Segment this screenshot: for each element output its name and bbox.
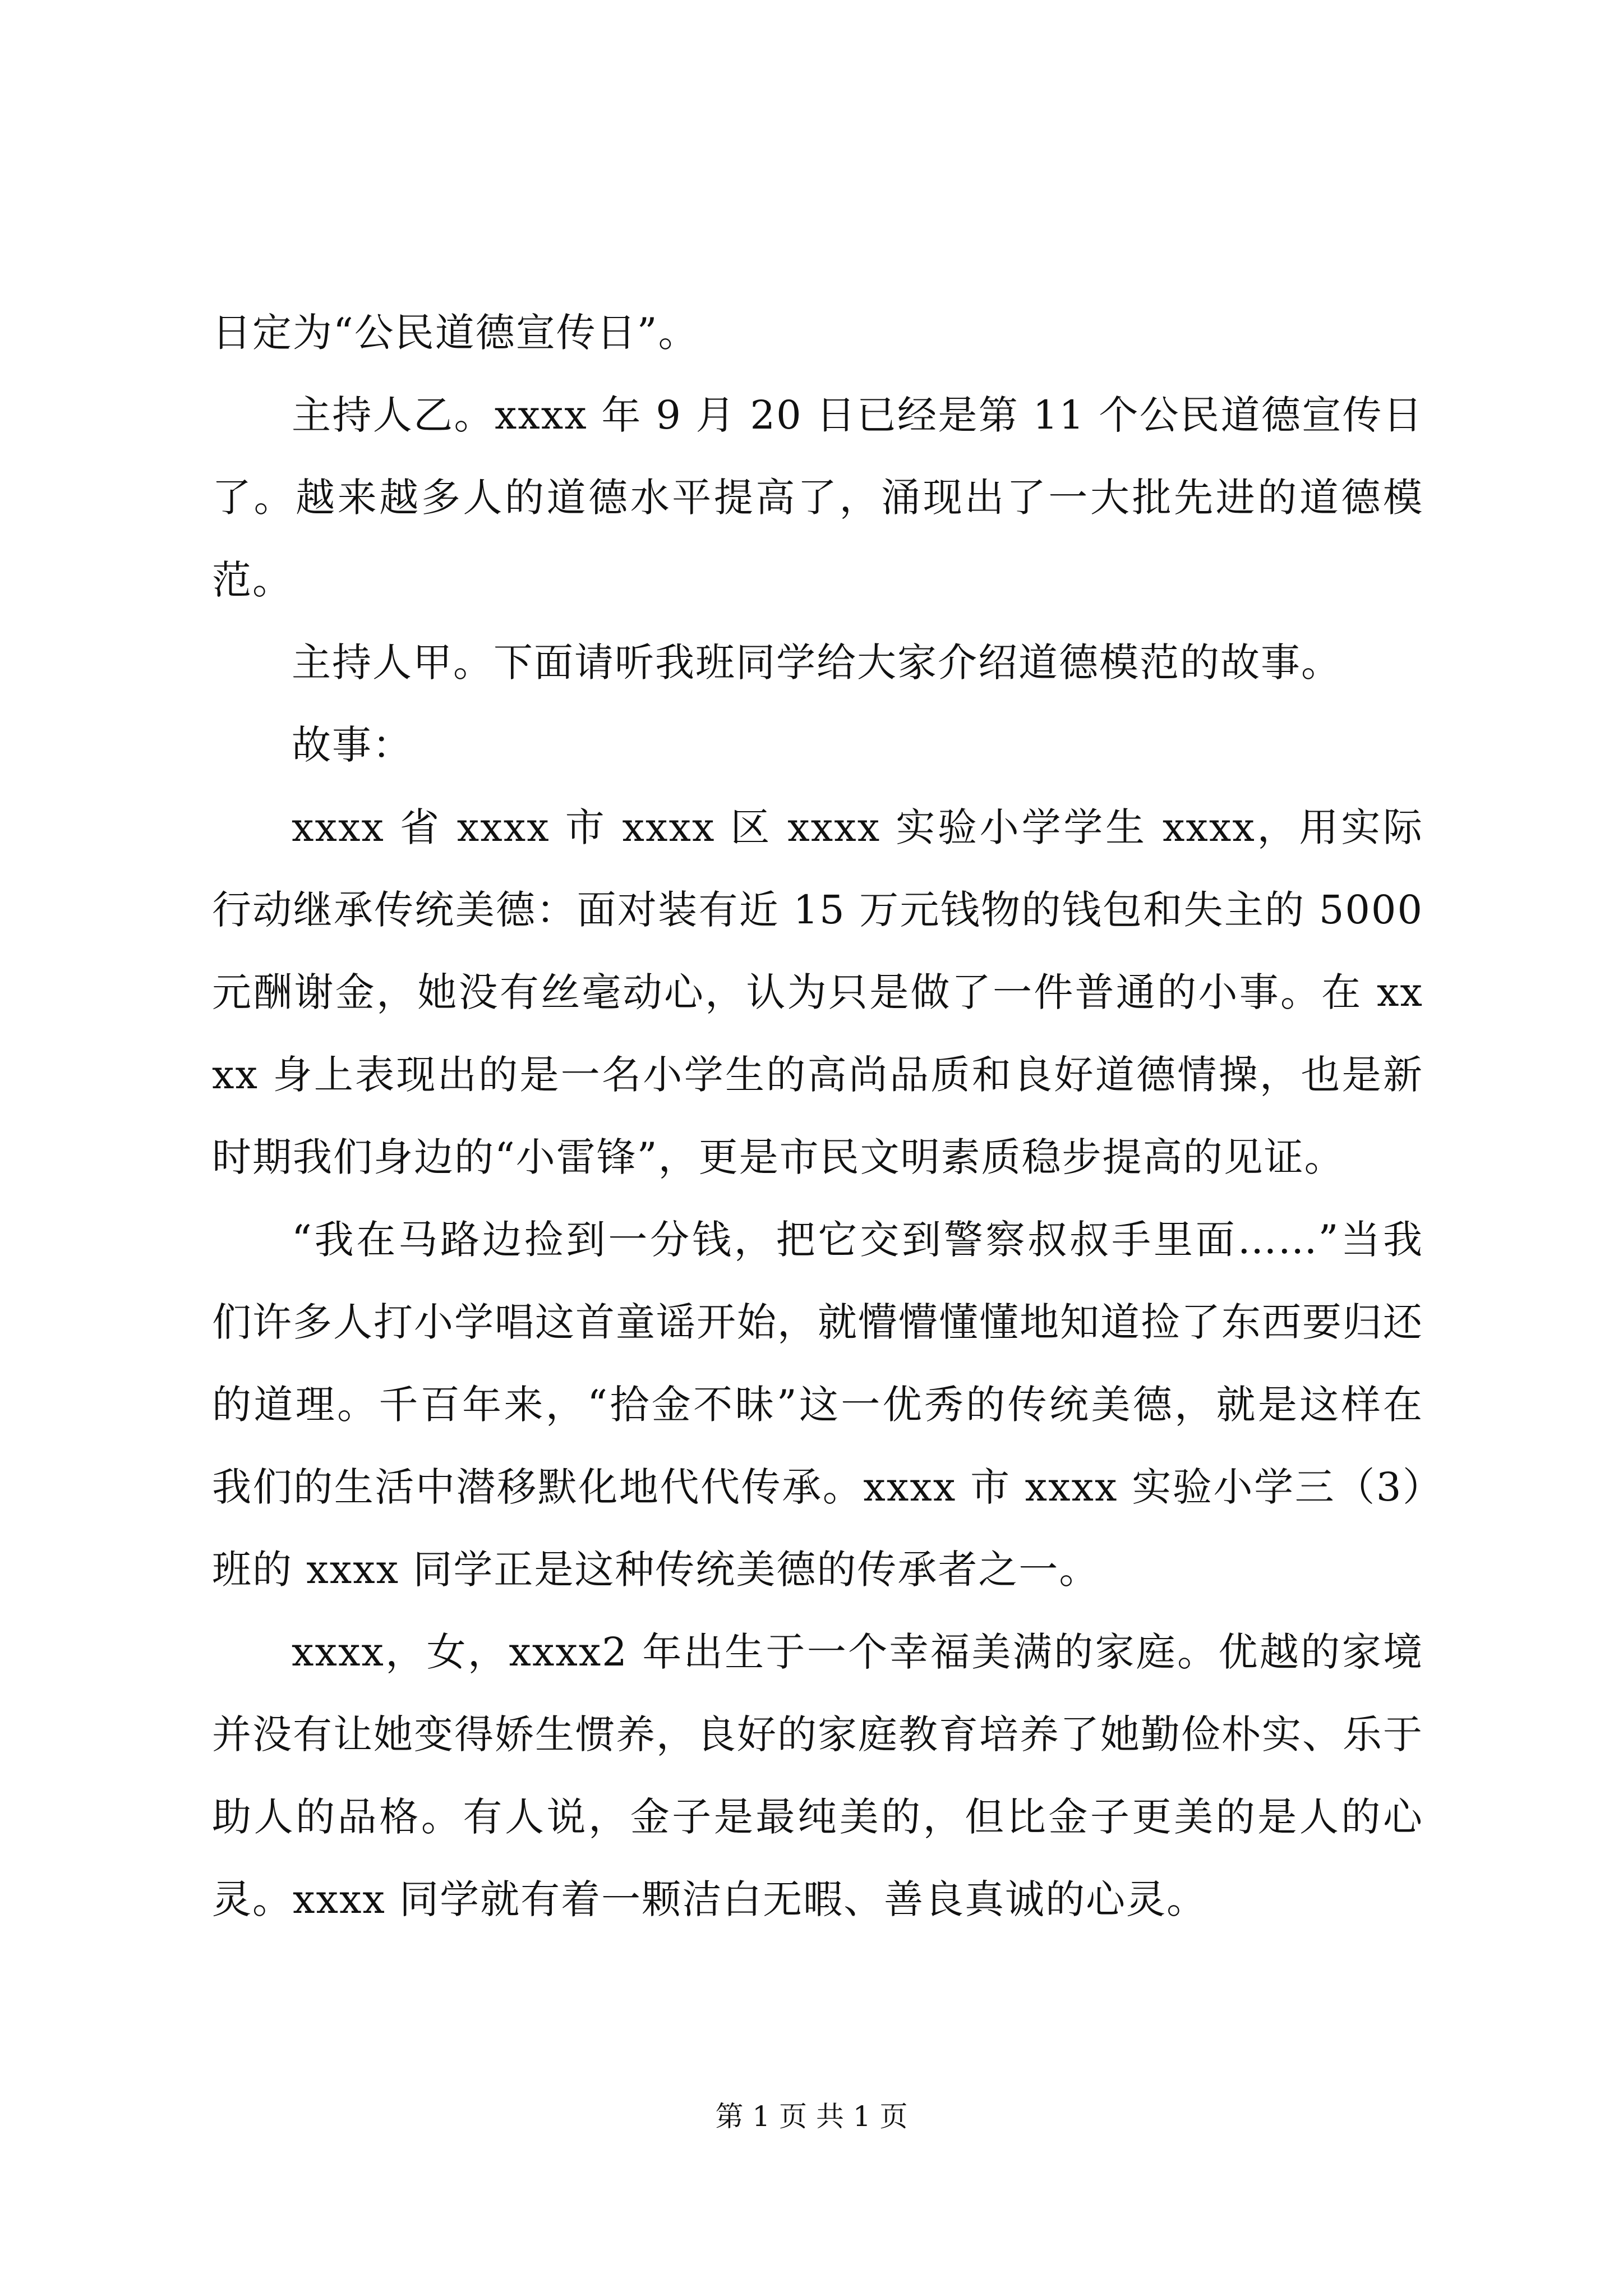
paragraph-7: xxxx，女，xxxx2 年出生于一个幸福美满的家庭。优越的家境并没有让她变得娇生惯养，良好的家庭教育培养了她勤俭朴实、乐于助人的品格。有人说，金子是最纯美的，但比金子更美的是人的心灵。xxxx 同学就有着一颗洁白无暇、善良真诚的心灵。 [212,1629,1423,1922]
paragraph-1: 日定为“公民道德宣传日”。 [212,310,699,356]
paragraph-2: 主持人乙。xxxx 年 9 月 20 日已经是第 11 个公民道德宣传日了。越来越多人的道德水平提高了，涌现出了一大批先进的道德模范。 [212,392,1423,603]
page-footer: 第 1 页 共 1 页 [715,2100,908,2133]
document-body [212,292,1423,1941]
paragraph-4: 故事： [292,722,413,768]
paragraph-5: xxxx 省 xxxx 市 xxxx 区 xxxx 实验小学学生 xxxx，用实际行动继承传统美德：面对装有近 15 万元钱物的钱包和失主的 5000 元酬谢金，她没有丝毫动心，认为只是做了一件普通的小事。在 xxxx 身上表现出的是一名小学生的高尚品质和良好道德情操，也是新时期我们身边的“小雷锋”，更是市民文明素质稳步提高的见证。 [212,804,1423,1180]
paragraph-6: “我在马路边捡到一分钱，把它交到警察叔叔手里面……”当我们许多人打小学唱这首童谣开始，就懵懵懂懂地知道捡了东西要归还的道理。千百年来，“拾金不昧”这一优秀的传统美德，就是这样在我们的生活中潜移默化地代代传承。xxxx 市 xxxx 实验小学三（3）班的 xxxx 同学正是这种传统美德的传承者之一。 [212,1217,1423,1593]
paragraph-3: 主持人甲。下面请听我班同学给大家介绍道德模范的故事。 [292,639,1341,685]
